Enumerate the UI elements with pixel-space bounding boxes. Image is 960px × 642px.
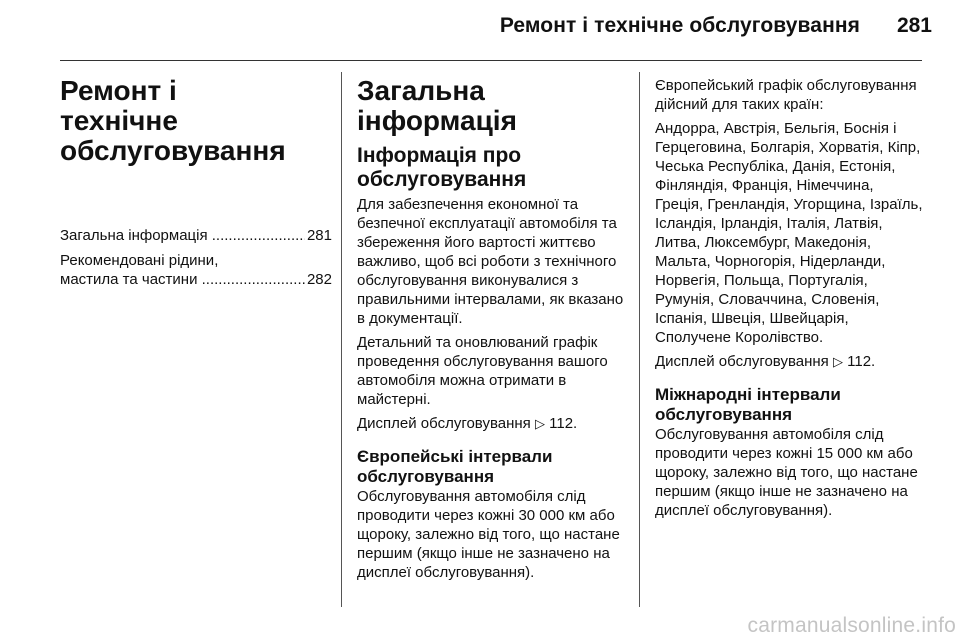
subheading: Міжнародні інтервали обслуговування [655,385,841,424]
toc-entry[interactable] [60,251,332,289]
chapter-title: Ремонт і технічне обслуговування [60,75,286,166]
toc-entry-page: 282 [306,271,332,288]
column-contents [60,76,332,295]
column-general-info [357,76,627,587]
subsection-title: Інформація про обслуговування [357,144,527,191]
cross-reference-text: Дисплей обслуговування [655,353,829,370]
arrow-right-icon: ▷ [534,416,545,431]
column-divider [639,72,640,607]
paragraph: Європейський графік обслуговування дійсний для таких країн: [655,77,917,113]
section-title: Загальна інформація [357,75,517,136]
paragraph: Обслуговування автомобіля слід проводити через кожні 15 000 км або щороку, залежно від того, що настане першим (якщо інше не зазначено на дисплеї обслуговування). [655,426,918,519]
paragraph: Для забезпечення економної та безпечної експлуатації автомобіля та збереження його вартості життєво важливо, щоб всі роботи з технічного обслуговування виконувалися з правильними інтервалами, як вказано в документації. [357,196,624,327]
cross-reference[interactable] [655,352,925,371]
cross-reference-page: 112. [847,353,876,370]
arrow-right-icon: ▷ [832,354,843,369]
page-number: 281 [896,14,932,37]
cross-reference-page: 112. [549,415,578,432]
watermark: carmanualsonline.info [747,614,956,637]
paragraph: Обслуговування автомобіля слід проводити через кожні 30 000 км або щороку, залежно від того, що настане першим (якщо інше не зазначено на дисплеї обслуговування). [357,488,620,581]
column-schedule-details [655,76,925,525]
subheading: Європейські інтервали обслуговування [357,447,553,486]
toc-entry-label: мастила та частини ..... [60,270,305,289]
cross-reference-text: Дисплей обслуговування [357,415,531,432]
running-header-title: Ремонт і технічне обслуговування [499,14,860,37]
paragraph: Детальний та оновлюваний графік проведення обслуговування вашого автомобіля можна отримати в майстерні. [357,334,608,408]
cross-reference[interactable] [357,414,627,433]
toc-entry[interactable] [60,226,332,245]
paragraph: Андорра, Австрія, Бельгія, Боснія і Герцеговина, Болгарія, Хорватія, Кіпр, Чеська Республіка, Данія, Естонія, Фінляндія, Франція, Німеччина, Греція, Гренландія, Угорщина, Ізраїль, Ісландія, Ірландія, Італія, Латвія, Литва, Люксембург, Македонія, Мальта, Чорногорія, Нідерланди, Норвегія, Польща, Португалія, Румунія, Словаччина, Словенія, Іспанія, Швеція, Швейцарія, Сполучене Королівство. [655,120,923,346]
toc-entry-label-line: Рекомендовані рідини, [60,252,219,269]
header-divider [60,60,922,61]
table-of-contents [60,226,332,289]
toc-entry-label: Загальна інформація ..... [60,226,305,245]
column-divider [341,72,342,607]
toc-entry-page: 281 [306,227,332,244]
